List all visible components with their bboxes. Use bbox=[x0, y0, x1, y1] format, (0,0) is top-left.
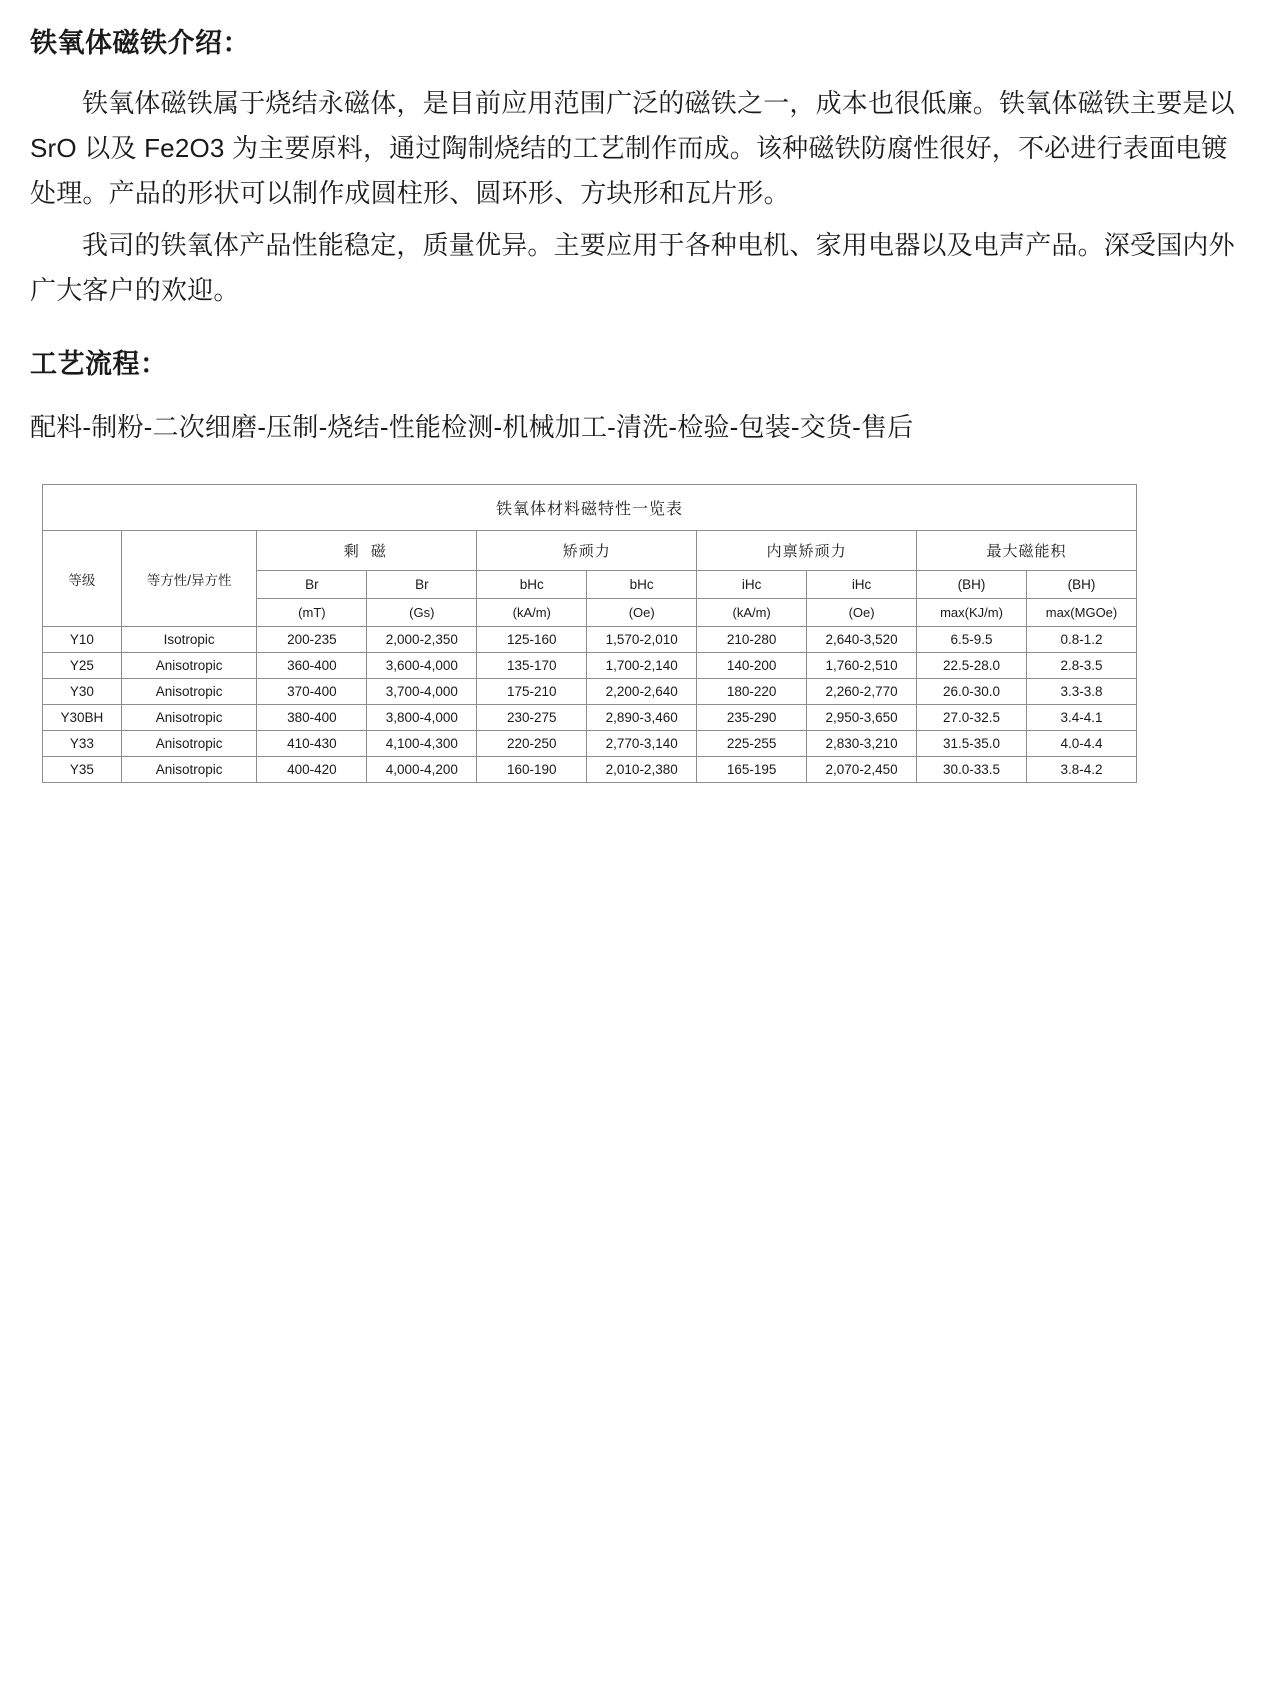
cell-bh-mgoe: 2.8-3.5 bbox=[1026, 653, 1136, 679]
table-body bbox=[43, 627, 1137, 783]
process-heading: 工艺流程： bbox=[30, 348, 168, 379]
unit-br-gs: (Gs) bbox=[367, 599, 477, 627]
cell-ihc-ka: 165-195 bbox=[697, 757, 807, 783]
cell-bh-kj: 31.5-35.0 bbox=[917, 731, 1027, 757]
cell-grade: Y10 bbox=[43, 627, 122, 653]
table-row bbox=[43, 705, 1137, 731]
table-row bbox=[43, 653, 1137, 679]
cell-ihc-oe: 1,760-2,510 bbox=[807, 653, 917, 679]
table-row bbox=[43, 679, 1137, 705]
cell-bhc-ka: 125-160 bbox=[477, 627, 587, 653]
cell-orientation: Anisotropic bbox=[121, 653, 257, 679]
spec-table-container bbox=[42, 484, 1137, 783]
cell-bh-mgoe: 3.3-3.8 bbox=[1026, 679, 1136, 705]
sub-header-br-gs: Br bbox=[367, 571, 477, 599]
header-group-intrinsic-coercivity: 内禀矫顽力 bbox=[697, 531, 917, 571]
unit-ihc-ka: (kA/m) bbox=[697, 599, 807, 627]
cell-br-gs: 3,800-4,000 bbox=[367, 705, 477, 731]
unit-bh-kj: max(KJ/m) bbox=[917, 599, 1027, 627]
sub-header-bh-kj: (BH) bbox=[917, 571, 1027, 599]
cell-ihc-ka: 180-220 bbox=[697, 679, 807, 705]
cell-bhc-oe: 1,570-2,010 bbox=[587, 627, 697, 653]
header-group-coercivity: 矫顽力 bbox=[477, 531, 697, 571]
cell-ihc-oe: 2,950-3,650 bbox=[807, 705, 917, 731]
header-grade: 等级 bbox=[43, 531, 122, 627]
cell-bh-mgoe: 3.4-4.1 bbox=[1026, 705, 1136, 731]
cell-orientation: Anisotropic bbox=[121, 757, 257, 783]
header-group-max-energy-product: 最大磁能积 bbox=[917, 531, 1137, 571]
sub-header-br-mt: Br bbox=[257, 571, 367, 599]
unit-br-mt: (mT) bbox=[257, 599, 367, 627]
cell-br-gs: 4,000-4,200 bbox=[367, 757, 477, 783]
cell-br-mt: 400-420 bbox=[257, 757, 367, 783]
table-row bbox=[43, 757, 1137, 783]
cell-br-mt: 200-235 bbox=[257, 627, 367, 653]
sub-header-ihc-oe: iHc bbox=[807, 571, 917, 599]
cell-br-mt: 370-400 bbox=[257, 679, 367, 705]
cell-bh-kj: 6.5-9.5 bbox=[917, 627, 1027, 653]
unit-bh-mgoe: max(MGOe) bbox=[1026, 599, 1136, 627]
cell-br-gs: 2,000-2,350 bbox=[367, 627, 477, 653]
header-orientation: 等方性/异方性 bbox=[121, 531, 257, 627]
cell-grade: Y30BH bbox=[43, 705, 122, 731]
cell-grade: Y33 bbox=[43, 731, 122, 757]
cell-ihc-ka: 235-290 bbox=[697, 705, 807, 731]
cell-grade: Y25 bbox=[43, 653, 122, 679]
cell-ihc-oe: 2,640-3,520 bbox=[807, 627, 917, 653]
cell-ihc-oe: 2,830-3,210 bbox=[807, 731, 917, 757]
cell-bhc-ka: 160-190 bbox=[477, 757, 587, 783]
unit-bhc-oe: (Oe) bbox=[587, 599, 697, 627]
sub-header-ihc-ka: iHc bbox=[697, 571, 807, 599]
cell-br-mt: 380-400 bbox=[257, 705, 367, 731]
cell-orientation: Anisotropic bbox=[121, 705, 257, 731]
cell-bh-mgoe: 3.8-4.2 bbox=[1026, 757, 1136, 783]
unit-bhc-ka: (kA/m) bbox=[477, 599, 587, 627]
cell-bhc-ka: 135-170 bbox=[477, 653, 587, 679]
cell-bhc-oe: 2,890-3,460 bbox=[587, 705, 697, 731]
table-row bbox=[43, 627, 1137, 653]
cell-bhc-oe: 2,010-2,380 bbox=[587, 757, 697, 783]
ferrite-spec-table bbox=[42, 484, 1137, 783]
cell-bh-kj: 26.0-30.0 bbox=[917, 679, 1027, 705]
cell-grade: Y30 bbox=[43, 679, 122, 705]
cell-br-gs: 4,100-4,300 bbox=[367, 731, 477, 757]
cell-br-mt: 410-430 bbox=[257, 731, 367, 757]
table-row bbox=[43, 731, 1137, 757]
cell-br-gs: 3,600-4,000 bbox=[367, 653, 477, 679]
process-flow-text: 配料-制粉-二次细磨-压制-烧结-性能检测-机械加工-清洗-检验-包装-交货-售后 bbox=[30, 411, 914, 442]
sub-header-bh-mgoe: (BH) bbox=[1026, 571, 1136, 599]
cell-orientation: Isotropic bbox=[121, 627, 257, 653]
cell-ihc-ka: 225-255 bbox=[697, 731, 807, 757]
header-group-remanence: 剩 磁 bbox=[257, 531, 477, 571]
table-title-row bbox=[43, 485, 1137, 531]
sub-header-bhc-ka: bHc bbox=[477, 571, 587, 599]
table-title: 铁氧体材料磁特性一览表 bbox=[43, 485, 1137, 531]
cell-bh-kj: 22.5-28.0 bbox=[917, 653, 1027, 679]
cell-ihc-oe: 2,260-2,770 bbox=[807, 679, 917, 705]
cell-ihc-ka: 140-200 bbox=[697, 653, 807, 679]
cell-bhc-ka: 230-275 bbox=[477, 705, 587, 731]
cell-orientation: Anisotropic bbox=[121, 731, 257, 757]
cell-ihc-ka: 210-280 bbox=[697, 627, 807, 653]
cell-bhc-oe: 2,770-3,140 bbox=[587, 731, 697, 757]
cell-br-mt: 360-400 bbox=[257, 653, 367, 679]
cell-br-gs: 3,700-4,000 bbox=[367, 679, 477, 705]
sub-header-bhc-oe: bHc bbox=[587, 571, 697, 599]
cell-bhc-oe: 2,200-2,640 bbox=[587, 679, 697, 705]
intro-heading: 铁氧体磁铁介绍： bbox=[30, 28, 250, 58]
cell-bh-mgoe: 0.8-1.2 bbox=[1026, 627, 1136, 653]
cell-bhc-oe: 1,700-2,140 bbox=[587, 653, 697, 679]
cell-bh-kj: 30.0-33.5 bbox=[917, 757, 1027, 783]
cell-ihc-oe: 2,070-2,450 bbox=[807, 757, 917, 783]
intro-paragraph-2: 我司的铁氧体产品性能稳定，质量优异。主要应用于各种电机、家用电器以及电声产品。深受国内外广大客户的欢迎。 bbox=[30, 230, 1235, 305]
cell-bh-mgoe: 4.0-4.4 bbox=[1026, 731, 1136, 757]
cell-grade: Y35 bbox=[43, 757, 122, 783]
cell-bhc-ka: 220-250 bbox=[477, 731, 587, 757]
cell-bhc-ka: 175-210 bbox=[477, 679, 587, 705]
cell-bh-kj: 27.0-32.5 bbox=[917, 705, 1027, 731]
unit-ihc-oe: (Oe) bbox=[807, 599, 917, 627]
cell-orientation: Anisotropic bbox=[121, 679, 257, 705]
table-group-header-row bbox=[43, 531, 1137, 571]
intro-paragraph-1: 铁氧体磁铁属于烧结永磁体，是目前应用范围广泛的磁铁之一，成本也很低廉。铁氧体磁铁主要是以 SrO 以及 Fe2O3 为主要原料，通过陶制烧结的工艺制作而成。该种磁铁防腐性很好，不必进行表面电镀处理。产品的形状可以制作成圆柱形、圆环形、方块形和瓦片形。 bbox=[30, 88, 1235, 208]
